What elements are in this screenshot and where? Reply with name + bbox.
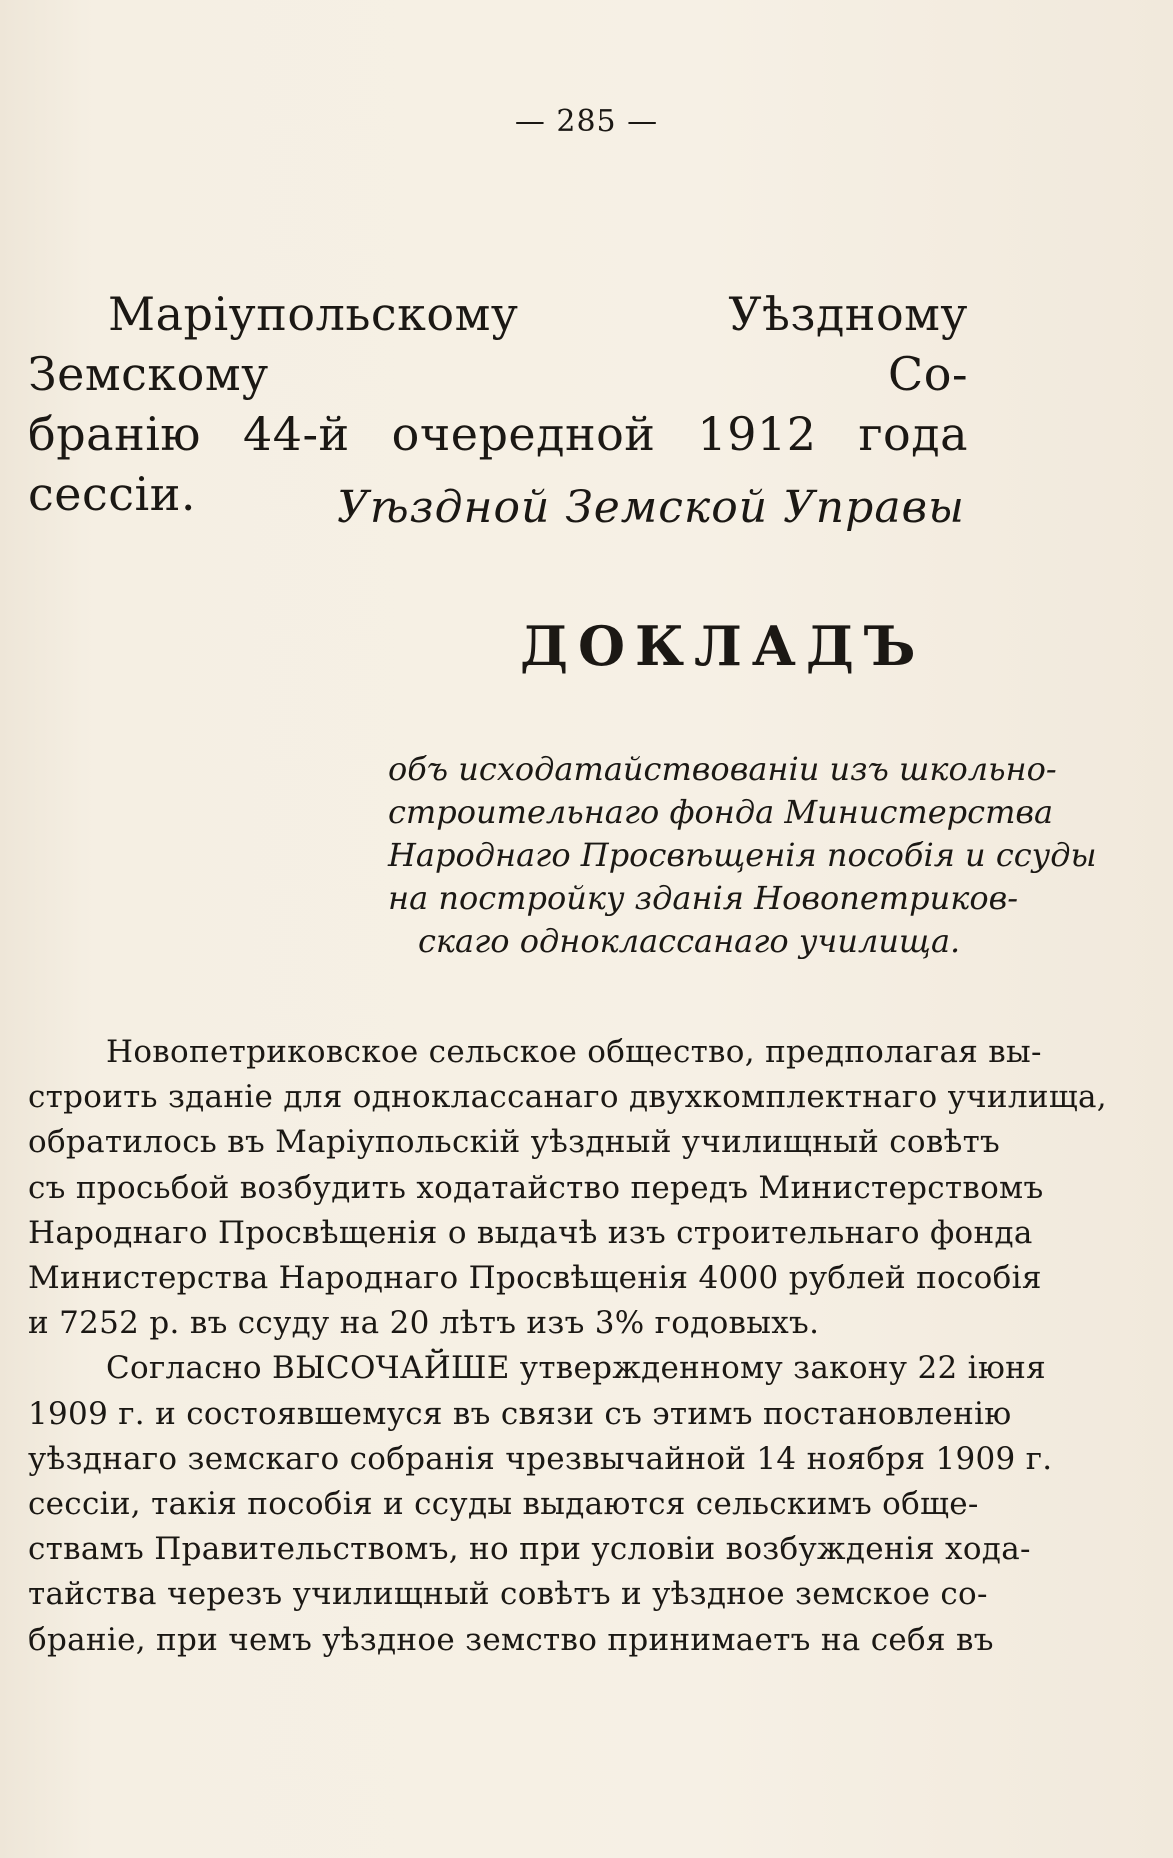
subject-block [388,748,1097,963]
document-title: ДОКЛАДЪ [520,614,926,678]
subject-line: объ исходатайствованіи изъ школьно- [388,750,1057,788]
subject-line: на постройку зданія Новопетриков- [388,879,1019,917]
recipient-line-2: бранію 44-й очередной 1912 года сессіи. [28,407,968,521]
body-line: сессіи, такія пособія и ссуды выдаются сельскимъ обще- [28,1486,979,1523]
body-line: и 7252 р. въ ссуду на 20 лѣтъ изъ 3% годовыхъ. [28,1305,820,1342]
body-line: уѣзднаго земскаго собранія чрезвычайной 14 ноября 1909 г. [28,1440,1053,1477]
body-line: обратилось въ Маріупольскій уѣздный училищный совѣтъ [28,1124,1001,1161]
subject-line: Народнаго Просвѣщенія пособія и ссуды [388,836,1097,874]
recipient-line-1: Маріупольскому Уѣздному Земскому Со- [28,287,968,401]
body-line: строить зданіе для одноклассанаго двухкомплектнаго училища, [28,1079,1107,1116]
subject-line: строительнаго фонда Министерства [388,793,1054,831]
body-line: браніе, при чемъ уѣздное земство принимаетъ на себя въ [28,1621,994,1658]
body-line: ствамъ Правительствомъ, но при условіи возбужденія хода- [28,1531,1031,1568]
page-number: — 285 — [514,104,659,139]
body-text [28,1030,1107,1663]
body-line: Согласно ВЫСОЧАЙШЕ утвержденному закону 22 іюня [106,1350,1046,1387]
body-line: съ просьбой возбудить ходатайство передъ Министерствомъ [28,1169,1044,1206]
body-line: тайства черезъ училищный совѣтъ и уѣздное земское со- [28,1576,988,1613]
from-line: Уѣздной Земской Управы [337,482,965,533]
body-line: Народнаго Просвѣщенія о выдачѣ изъ строительнаго фонда [28,1214,1033,1251]
body-line: Министерства Народнаго Просвѣщенія 4000 рублей пособія [28,1260,1042,1297]
body-line: 1909 г. и состоявшемуся въ связи съ этимъ постановленію [28,1395,1012,1432]
body-line: Новопетриковское сельское общество, предполагая вы- [106,1034,1042,1070]
subject-line: скаго одноклассанаго училища. [418,922,961,960]
